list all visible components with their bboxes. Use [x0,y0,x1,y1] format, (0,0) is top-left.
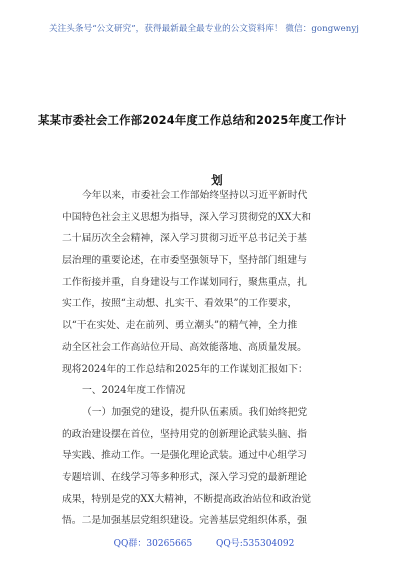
title-line-2: 划 [211,173,223,187]
body-line-6: 实工作，按照“主动想、扎实干、看效果”的工作要求， [62,298,298,310]
body-line-4: 层治理的重要论述，在市委坚强领导下，坚持部门组建与 [62,255,307,267]
body-line-11: （一）加强党的建设，提升队伍素质。我们始终把党 [82,406,308,418]
body-line-7: 以“干在实处、走在前列、勇立潮头”的精气神，全力推 [62,320,298,332]
body-line-8: 动全区社会工作高站位开局、高效能落地、高质量发展。 [62,341,307,353]
section-heading-1: 一、2024年度工作情况 [82,385,186,397]
body-line-5: 工作衔接并重，自身建设与工作谋划同行，聚焦重点，扎 [62,276,307,288]
body-line-2: 中国特色社会主义思想为指导，深入学习贯彻党的XX大和 [62,211,312,223]
document-body [62,185,348,532]
body-line-1: 今年以来，市委社会工作部始终坚持以习近平新时代 [82,190,308,201]
body-line-15: 成果，特别是党的XX大精神，不断提高政治站位和政治觉 [62,493,312,505]
footer-contact [0,538,408,550]
body-line-13: 导实践、推动工作。一是强化理论武装。通过中心组学习 [62,450,307,462]
header-notice: 关注头条号“公文研究”，获得最新最全最专业的公文资料库！ 微信：gongwenyj [49,24,359,34]
body-line-14: 专题培训、在线学习等多种形式，深入学习党的最新理论 [62,471,307,483]
body-line-9: 现将2024年的工作总结和2025年的工作谋划汇报如下： [62,363,308,375]
body-line-12: 的政治建设摆在首位，坚持用党的创新理论武装头脑、指 [62,428,307,440]
body-line-3: 二十届历次全会精神，深入学习贯彻习近平总书记关于基 [62,233,307,245]
footer-qq-number: QQ号:535304092 [216,539,295,549]
body-line-16: 悟。二是加强基层党组织建设。完善基层党组织体系，强 [62,515,307,527]
title-line-1: 某某市委社会工作部2024年度工作总结和2025年度工作计 [38,113,347,127]
footer-qq-group: QQ群：30265665 [113,539,193,549]
